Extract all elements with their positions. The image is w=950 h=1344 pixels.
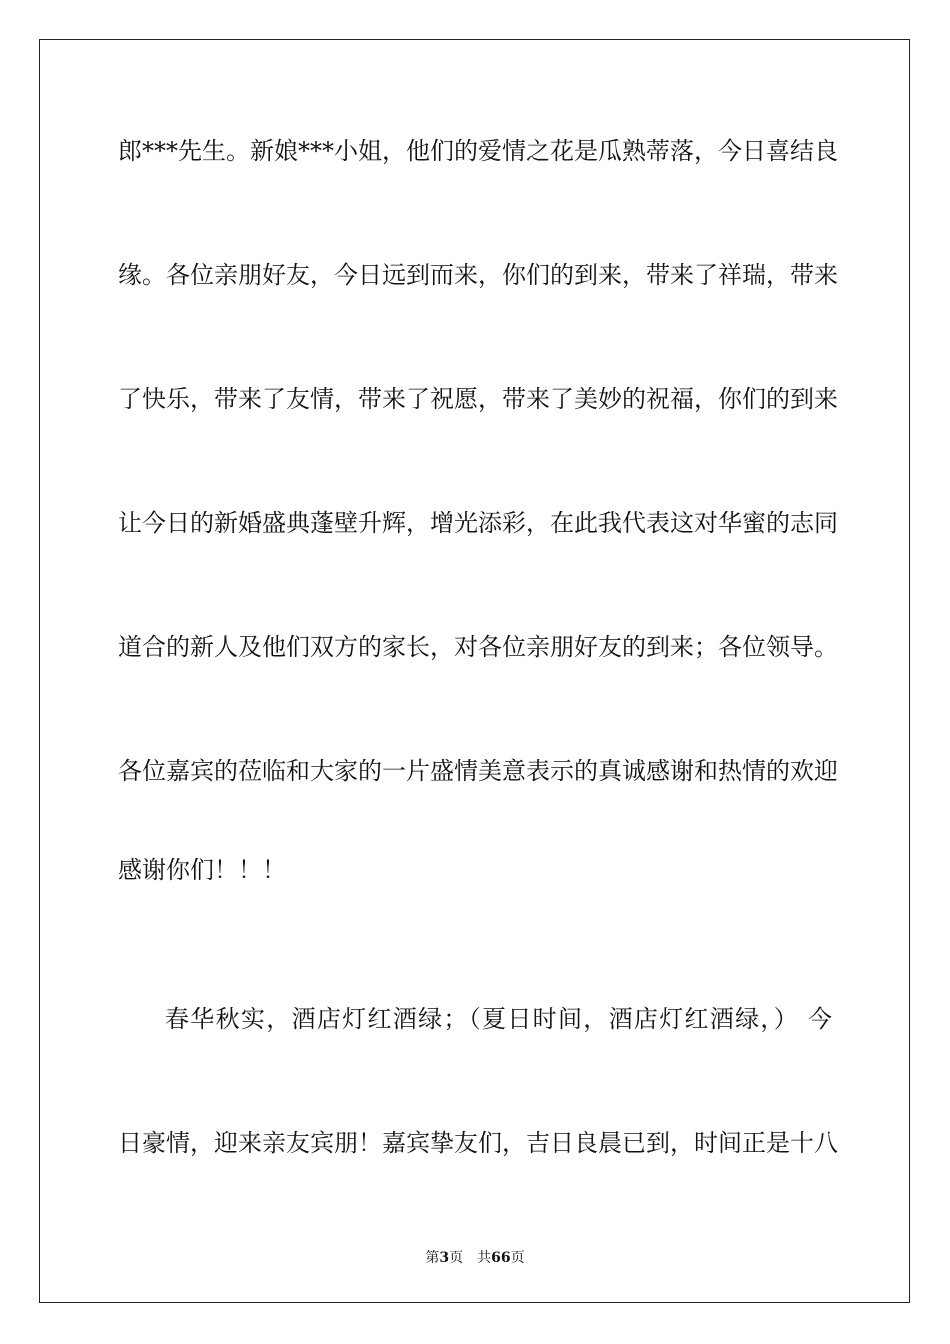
paragraph-line-7: 感谢你们！！！: [118, 856, 286, 884]
paragraph-line-2: 缘。各位亲朋好友，今日远到而来，你们的到来，带来了祥瑞，带来: [118, 261, 838, 289]
paragraph-line-5: 道合的新人及他们双方的家长，对各位亲朋好友的到来；各位领导。: [118, 633, 838, 661]
footer-page-suffix: 页: [449, 1250, 464, 1266]
footer-total-number: 66: [491, 1250, 511, 1266]
footer-page-prefix: 第: [425, 1250, 440, 1266]
paragraph-line-3: 了快乐，带来了友情，带来了祝愿，带来了美妙的祝福，你们的到来: [118, 385, 838, 413]
paragraph-line-4: 让今日的新婚盛典蓬壁升辉，增光添彩，在此我代表这对华蜜的志同: [118, 509, 838, 537]
page-footer: [0, 1247, 950, 1267]
footer-total-suffix: 页: [510, 1250, 525, 1266]
paragraph-line-8: 春华秋实，酒店灯红酒绿；（夏日时间，酒店灯红酒绿，） 今: [165, 1005, 832, 1033]
paragraph-line-6: 各位嘉宾的莅临和大家的一片盛情美意表示的真诚感谢和热情的欢迎: [118, 757, 838, 785]
page-border: [39, 39, 910, 1303]
footer-page-number: 3: [439, 1250, 450, 1266]
footer-total-prefix: 共: [477, 1250, 492, 1266]
paragraph-line-9: 日豪情，迎来亲友宾朋！嘉宾挚友们，吉日良晨已到，时间正是十八: [118, 1129, 838, 1157]
paragraph-line-1: 郎***先生。新娘***小姐，他们的爱情之花是瓜熟蒂落，今日喜结良: [118, 137, 838, 165]
